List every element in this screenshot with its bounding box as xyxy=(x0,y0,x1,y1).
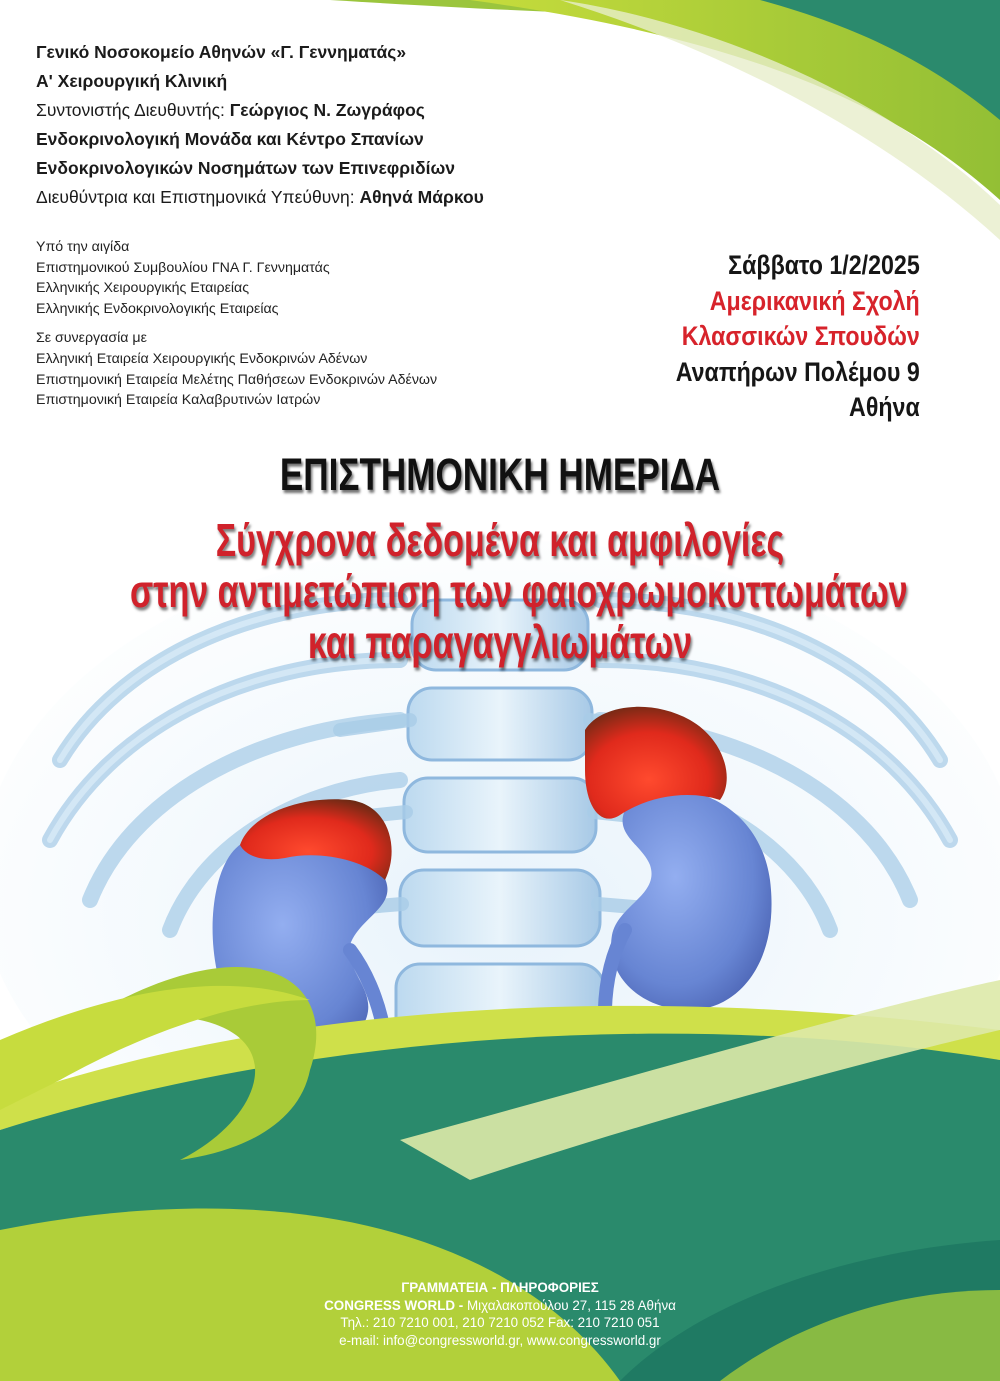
cooperation-item: Επιστημονική Εταιρεία Μελέτης Παθήσεων Ενδοκρινών Αδένων xyxy=(36,371,438,388)
venue-city: Αθήνα xyxy=(849,392,920,422)
auspices-item: Ελληνικής Ενδοκρινολογικής Εταιρείας xyxy=(36,300,279,317)
footer-address: Μιχαλακοπούλου 27, 115 28 Αθήνα xyxy=(466,1297,676,1313)
footer-contact: e-mail: info@congressworld.gr, www.congressworld.gr xyxy=(339,1332,661,1348)
footer-org: CONGRESS WORLD - xyxy=(324,1297,467,1313)
head-label: Διευθύντρια και Επιστημονικά Υπεύθυνη: xyxy=(36,187,360,207)
cooperation-label: Σε συνεργασία με xyxy=(36,330,147,347)
clinic-name: Α' Χειρουργική Κλινική xyxy=(36,71,228,91)
spacer xyxy=(36,319,636,328)
cooperation-item: Επιστημονική Εταιρεία Καλαβρυτινών Ιατρών xyxy=(36,392,321,409)
head-name: Αθηνά Μάρκου xyxy=(359,187,484,207)
subtitle-line-1: Σύγχρονα δεδομένα και αμφιλογίες xyxy=(215,514,785,566)
event-date: Σάββατο 1/2/2025 xyxy=(728,250,920,280)
director-name: Γεώργιος Ν. Ζωγράφος xyxy=(229,100,425,120)
director-label: Συντονιστής Διευθυντής: xyxy=(36,100,230,120)
auspices-item: Ελληνικής Χειρουργικής Εταιρείας xyxy=(36,280,250,297)
venue-line-2: Κλασσικών Σπουδών xyxy=(681,321,920,351)
cooperation-item: Ελληνική Εταιρεία Χειρουργικής Ενδοκρινών Αδένων xyxy=(36,350,368,367)
event-title: ΕΠΙΣΤΗΜΟΝΙΚΗ ΗΜΕΡΙΔΑ xyxy=(279,449,721,500)
organizer-block xyxy=(36,38,636,212)
subtitle-line-3: και παραγαγγλιωμάτων xyxy=(307,616,693,668)
auspices-block xyxy=(36,237,636,411)
footer-org-line xyxy=(260,1297,740,1315)
subtitle-line-2: στην αντιμετώπιση των φαιοχρωμοκυττωμάτων xyxy=(130,565,908,617)
footer-heading: ΓΡΑΜΜΑΤΕΙΑ - ΠΛΗΡΟΦΟΡΙΕΣ xyxy=(401,1280,599,1295)
footer-phones: Τηλ.: 210 7210 001, 210 7210 052 Fax: 210 7210 051 xyxy=(340,1315,660,1330)
event-venue-block xyxy=(676,248,920,426)
unit-line-2: Ενδοκρινολογικών Νοσημάτων των Επινεφριδίων xyxy=(36,158,455,178)
head-line xyxy=(36,183,636,212)
auspices-label: Υπό την αιγίδα xyxy=(36,239,130,255)
director-line xyxy=(36,96,636,125)
hospital-name: Γενικό Νοσοκομείο Αθηνών «Γ. Γεννηματάς» xyxy=(36,42,407,62)
secretariat-footer xyxy=(260,1279,740,1349)
event-subtitle xyxy=(130,514,908,668)
auspices-item: Επιστημονικού Συμβουλίου ΓΝΑ Γ. Γεννηματάς xyxy=(36,259,330,276)
venue-address: Αναπήρων Πολέμου 9 xyxy=(675,356,920,387)
unit-line-1: Ενδοκρινολογική Μονάδα και Κέντρο Σπανίων xyxy=(36,129,424,149)
venue-line-1: Αμερικανική Σχολή xyxy=(710,285,920,316)
